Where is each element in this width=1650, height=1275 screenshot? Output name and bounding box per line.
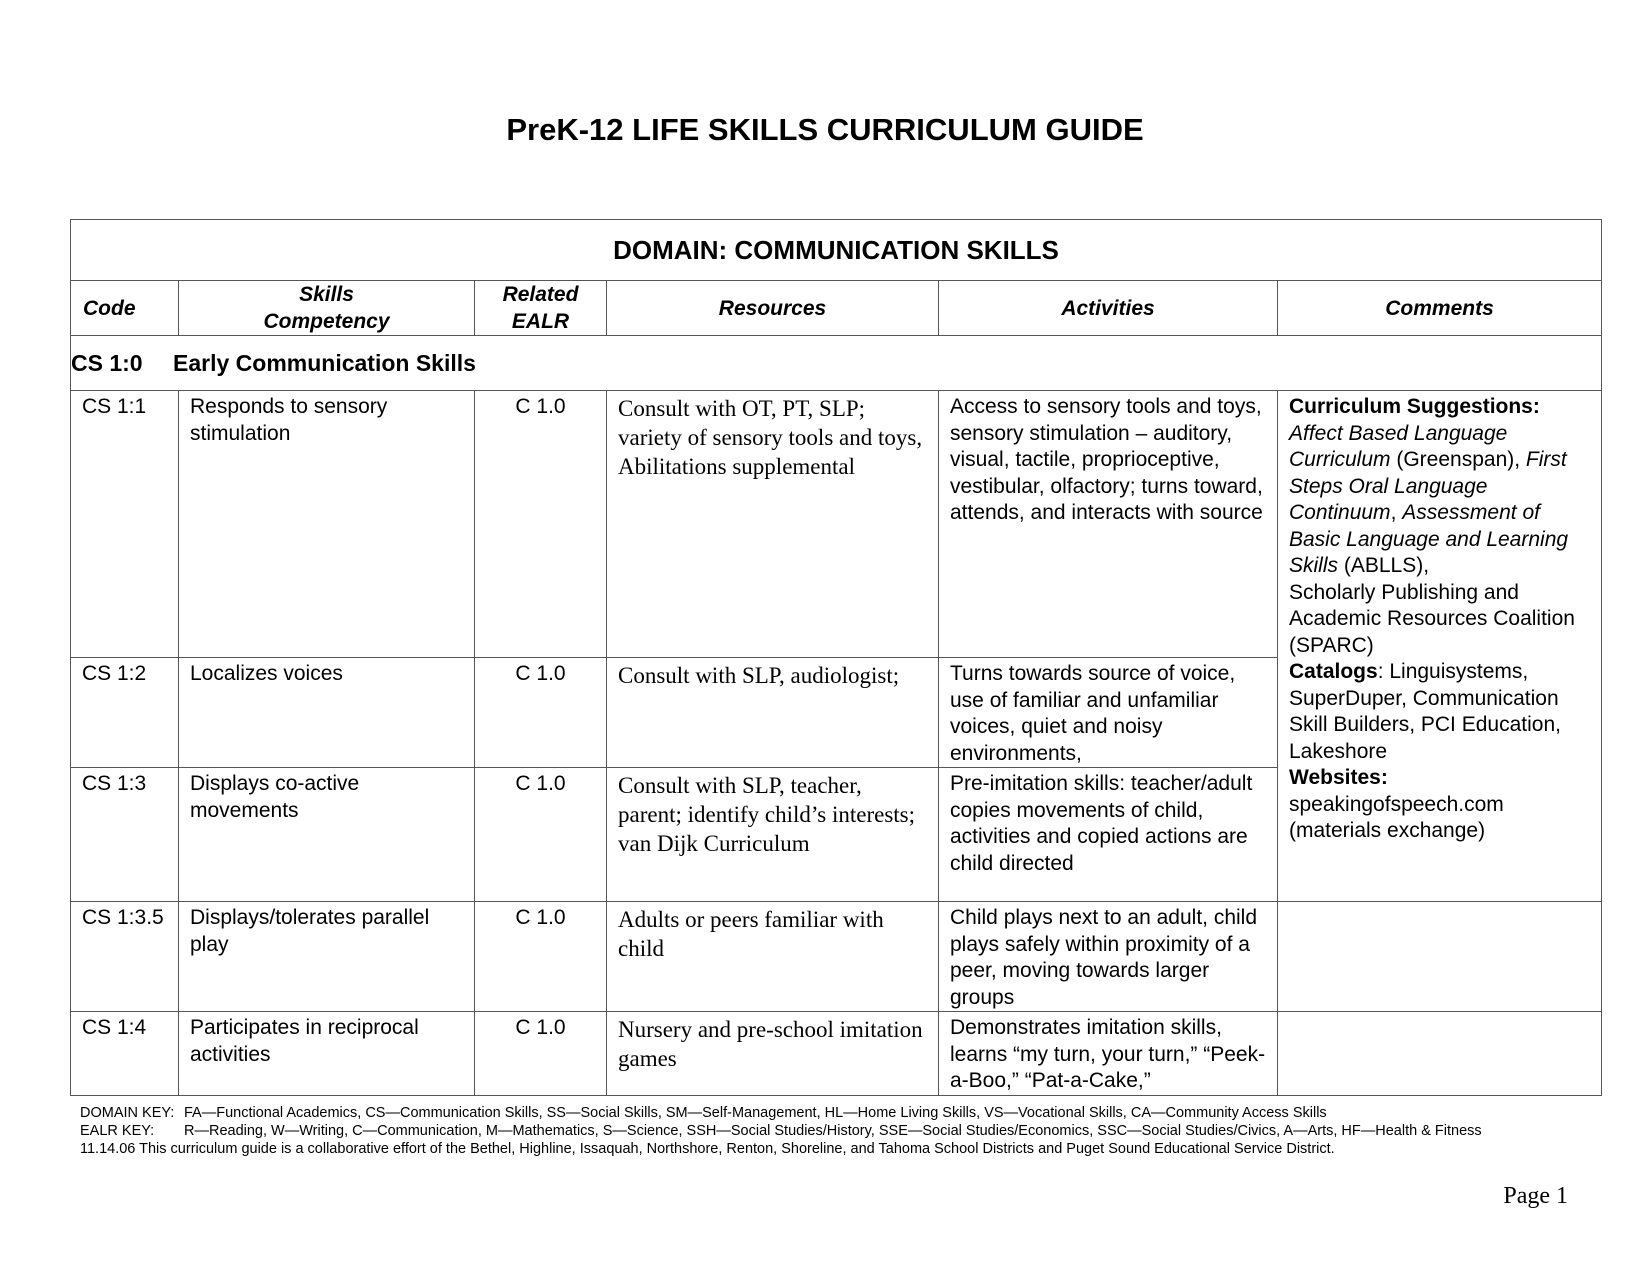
comment-text-ablls: (ABLLS), [1338, 554, 1430, 577]
row-ealr: C 1.0 [475, 768, 607, 902]
footer-note: 11.14.06 This curriculum guide is a collaborative effort of the Bethel, Highline, Issaquah, Northshore, Renton, Shoreline, and Tahoma School Districts and Puget Sound Educational Service District. [80, 1141, 1335, 1157]
catalogs-text: : Linguisystems, SuperDuper, Communication Skill Builders, PCI Education, Lakeshore [1289, 660, 1561, 763]
row-activities: Demonstrates imitation skills, learns “my turn, your turn,” “Peek-a-Boo,” “Pat-a-Cake,” [939, 1012, 1278, 1096]
column-header-row [71, 281, 1602, 336]
ealr-key-label: EALR KEY: [80, 1123, 155, 1139]
table-row [71, 902, 1602, 1012]
row-resources: Consult with SLP, teacher, parent; identify child’s interests; van Dijk Curriculum [607, 768, 939, 902]
websites-text: speakingofspeech.com (materials exchange) [1289, 792, 1504, 842]
table-row [71, 391, 1602, 658]
row-skill: Localizes voices [179, 658, 475, 768]
catalogs-label: Catalogs [1289, 660, 1378, 683]
header-related-ealr [475, 281, 607, 336]
domain-key-row [80, 1104, 1580, 1122]
comments-empty [1278, 902, 1602, 1012]
ealr-key-text: R—Reading, W—Writing, C—Communication, M—Mathematics, S—Science, SSH—Social Studies/History, SSE—Social Studies/Economics, SSC—Social Studies/Civics, A—Arts, HF—Health & Fitness [184, 1123, 1482, 1139]
domain-key-label: DOMAIN KEY: [80, 1105, 175, 1121]
header-skills-line1: Skills [299, 283, 354, 306]
domain-heading: DOMAIN: COMMUNICATION SKILLS [71, 220, 1602, 281]
curriculum-suggestions-label: Curriculum Suggestions: [1289, 395, 1540, 418]
row-resources: Consult with OT, PT, SLP; variety of sensory tools and toys, Abilitations supplemental [607, 391, 939, 658]
row-activities: Access to sensory tools and toys, sensory stimulation – auditory, visual, tactile, proprioceptive, vestibular, olfactory; turns toward, attends, and interacts with source [939, 391, 1278, 658]
row-code: CS 1:4 [71, 1012, 179, 1096]
comment-title-first-steps: First Steps Oral Language Continuum [1289, 448, 1567, 524]
row-resources: Nursery and pre-school imitation games [607, 1012, 939, 1096]
row-skill: Responds to sensory stimulation [179, 391, 475, 658]
header-code: Code [71, 281, 179, 336]
row-skill: Displays/tolerates parallel play [179, 902, 475, 1012]
row-activities: Pre-imitation skills: teacher/adult copies movements of child, activities and copied actions are child directed [939, 768, 1278, 902]
row-ealr: C 1.0 [475, 1012, 607, 1096]
page-number: Page 1 [1503, 1183, 1568, 1209]
domain-key-text: FA—Functional Academics, CS—Communication Skills, SS—Social Skills, SM—Self-Management, HL—Home Living Skills, VS—Vocational Skills, CA—Community Access Skills [184, 1105, 1327, 1121]
row-resources: Consult with SLP, audiologist; [607, 658, 939, 768]
comment-separator: , [1390, 501, 1403, 524]
row-ealr: C 1.0 [475, 902, 607, 1012]
ealr-key-row [80, 1122, 1580, 1140]
comment-text-greenspan: (Greenspan), [1390, 448, 1526, 471]
header-ealr-line2: EALR [511, 310, 570, 333]
row-activities: Child plays next to an adult, child plays safely within proximity of a peer, moving towards larger groups [939, 902, 1278, 1012]
row-skill: Participates in reciprocal activities [179, 1012, 475, 1096]
row-code: CS 1:2 [71, 658, 179, 768]
comments-empty [1278, 1012, 1602, 1096]
footer-keys [80, 1104, 1580, 1158]
row-code: CS 1:3.5 [71, 902, 179, 1012]
row-code: CS 1:1 [71, 391, 179, 658]
comments-cell [1278, 391, 1602, 902]
comment-title-ablls: Assessment of Basic Language and Learning Skills [1289, 501, 1569, 577]
header-activities: Activities [939, 281, 1278, 336]
row-skill: Displays co-active movements [179, 768, 475, 902]
header-resources: Resources [607, 281, 939, 336]
curriculum-table [70, 219, 1602, 1096]
comment-text-sparc: Scholarly Publishing and Academic Resources Coalition (SPARC) [1289, 580, 1575, 657]
row-ealr: C 1.0 [475, 391, 607, 658]
section-name: Early Communication Skills [173, 349, 476, 376]
row-code: CS 1:3 [71, 768, 179, 902]
row-resources: Adults or peers familiar with child [607, 902, 939, 1012]
header-skills-competency [179, 281, 475, 336]
row-ealr: C 1.0 [475, 658, 607, 768]
header-comments: Comments [1278, 281, 1602, 336]
table-row [71, 1012, 1602, 1096]
section-heading [71, 336, 1602, 391]
row-activities: Turns towards source of voice, use of familiar and unfamiliar voices, quiet and noisy environments, [939, 658, 1278, 768]
header-skills-line2: Competency [263, 310, 390, 333]
section-row [71, 336, 1602, 391]
comment-title-affect: Affect Based Language Curriculum [1289, 421, 1508, 471]
page-title: PreK-12 LIFE SKILLS CURRICULUM GUIDE [506, 112, 1144, 147]
section-code: CS 1:0 [71, 349, 143, 376]
websites-label: Websites: [1289, 766, 1388, 789]
header-ealr-line1: Related [502, 283, 579, 306]
